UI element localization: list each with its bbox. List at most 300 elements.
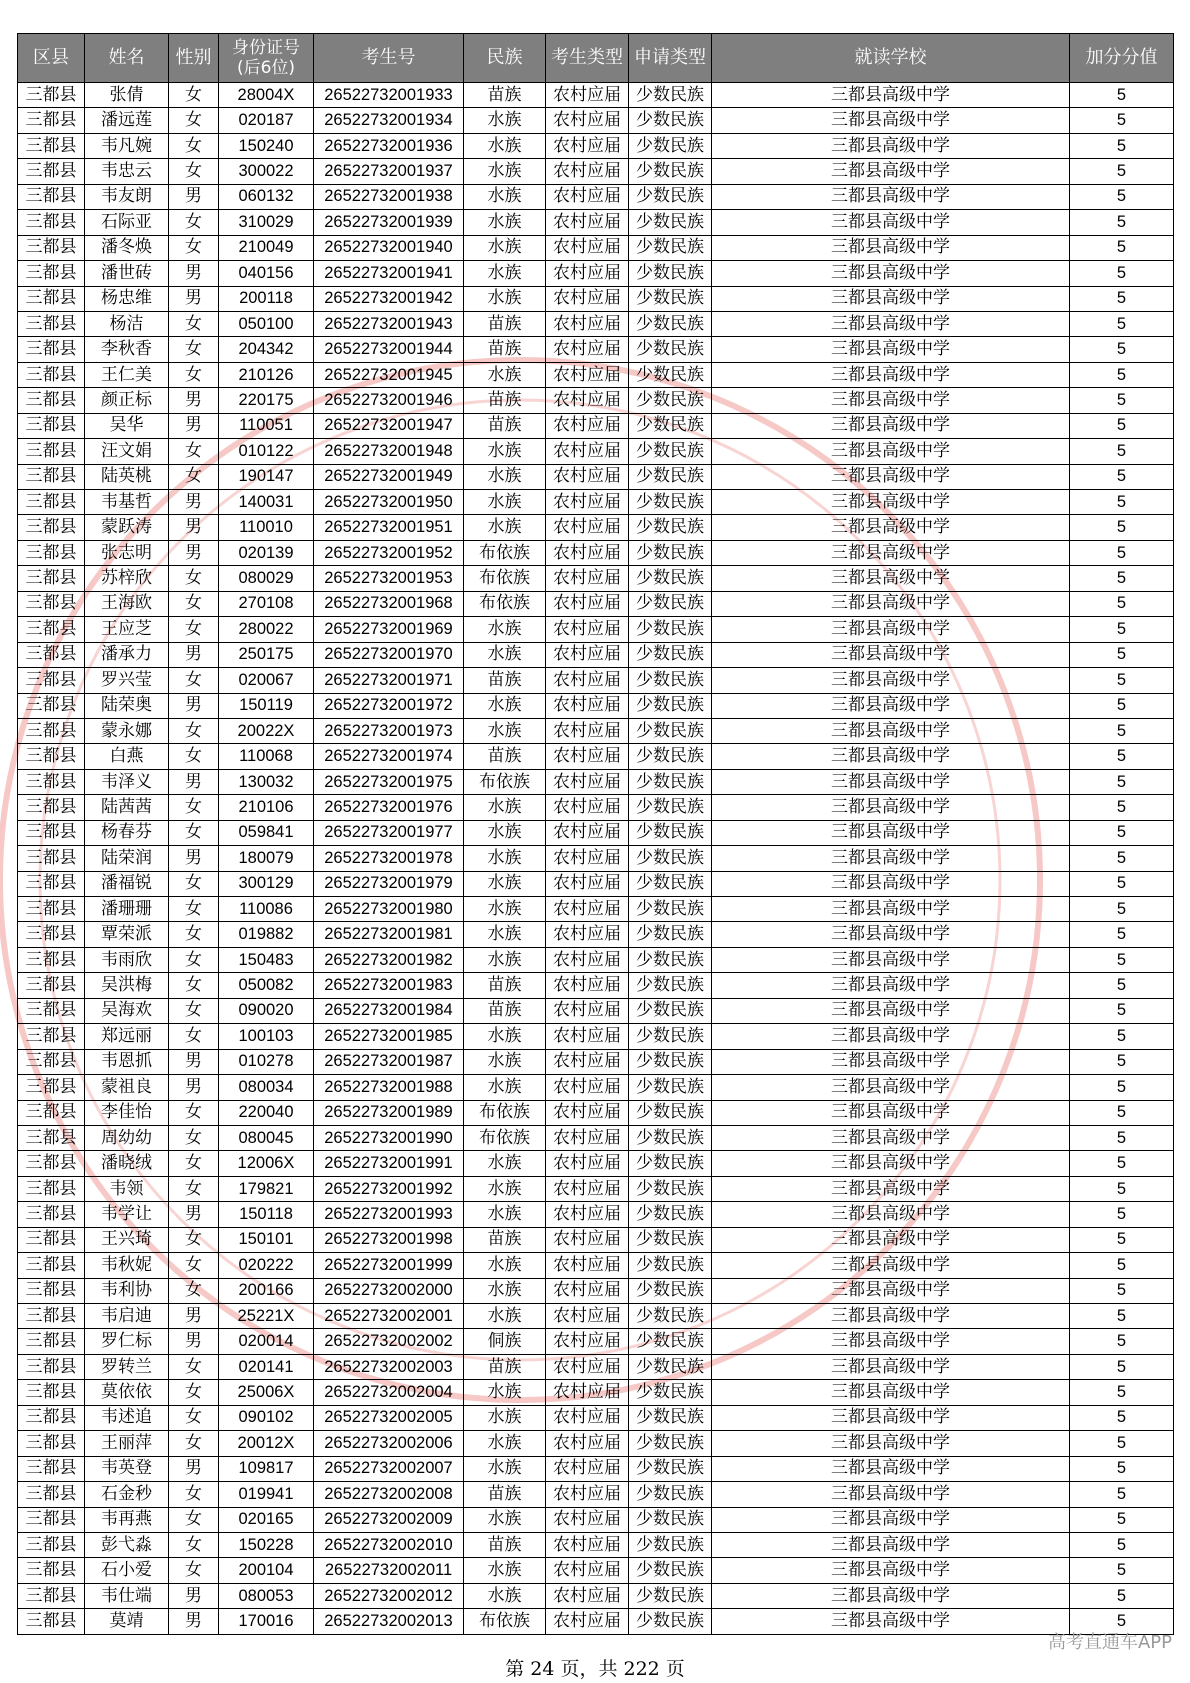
cell-ethnicity: 水族 bbox=[464, 210, 546, 235]
cell-ethnicity: 水族 bbox=[464, 1253, 546, 1278]
cell-exam-number: 26522732001942 bbox=[314, 286, 464, 311]
cell-gender: 男 bbox=[169, 1329, 219, 1354]
cell-application-type: 少数民族 bbox=[629, 846, 712, 871]
cell-exam-number: 26522732001943 bbox=[314, 311, 464, 336]
header-candidate-type: 考生类型 bbox=[546, 34, 629, 83]
cell-candidate-type: 农村应届 bbox=[546, 1380, 629, 1405]
table-row bbox=[18, 693, 1174, 718]
cell-gender: 女 bbox=[169, 1405, 219, 1430]
cell-candidate-type: 农村应届 bbox=[546, 718, 629, 743]
cell-district: 三都县 bbox=[18, 1583, 85, 1608]
cell-id-suffix: 020187 bbox=[219, 108, 314, 133]
cell-candidate-type: 农村应届 bbox=[546, 235, 629, 260]
cell-id-suffix: 019882 bbox=[219, 922, 314, 947]
cell-id-suffix: 090020 bbox=[219, 998, 314, 1023]
cell-application-type: 少数民族 bbox=[629, 617, 712, 642]
table-row bbox=[18, 1532, 1174, 1557]
cell-name: 潘世砖 bbox=[85, 261, 169, 286]
cell-gender: 女 bbox=[169, 464, 219, 489]
cell-candidate-type: 农村应届 bbox=[546, 1075, 629, 1100]
table-row bbox=[18, 540, 1174, 565]
cell-gender: 女 bbox=[169, 617, 219, 642]
cell-application-type: 少数民族 bbox=[629, 1354, 712, 1379]
cell-district: 三都县 bbox=[18, 642, 85, 667]
cell-district: 三都县 bbox=[18, 1507, 85, 1532]
cell-candidate-type: 农村应届 bbox=[546, 795, 629, 820]
cell-school: 三都县高级中学 bbox=[712, 337, 1070, 362]
cell-name: 覃荣派 bbox=[85, 922, 169, 947]
cell-gender: 女 bbox=[169, 1100, 219, 1125]
cell-ethnicity: 苗族 bbox=[464, 337, 546, 362]
cell-school: 三都县高级中学 bbox=[712, 362, 1070, 387]
cell-application-type: 少数民族 bbox=[629, 108, 712, 133]
cell-bonus-points: 5 bbox=[1070, 1253, 1174, 1278]
cell-name: 韦凡婉 bbox=[85, 133, 169, 158]
cell-bonus-points: 5 bbox=[1070, 1151, 1174, 1176]
cell-id-suffix: 110051 bbox=[219, 413, 314, 438]
cell-application-type: 少数民族 bbox=[629, 1024, 712, 1049]
header-exam-number: 考生号 bbox=[314, 34, 464, 83]
table-row bbox=[18, 1253, 1174, 1278]
header-gender: 性别 bbox=[169, 34, 219, 83]
cell-gender: 男 bbox=[169, 1609, 219, 1634]
cell-id-suffix: 300022 bbox=[219, 159, 314, 184]
cell-gender: 女 bbox=[169, 871, 219, 896]
cell-school: 三都县高级中学 bbox=[712, 998, 1070, 1023]
cell-district: 三都县 bbox=[18, 897, 85, 922]
cell-bonus-points: 5 bbox=[1070, 337, 1174, 362]
cell-exam-number: 26522732001944 bbox=[314, 337, 464, 362]
cell-school: 三都县高级中学 bbox=[712, 286, 1070, 311]
cell-id-suffix: 150119 bbox=[219, 693, 314, 718]
cell-name: 蒙永娜 bbox=[85, 718, 169, 743]
cell-id-suffix: 050100 bbox=[219, 311, 314, 336]
cell-district: 三都县 bbox=[18, 1405, 85, 1430]
cell-gender: 男 bbox=[169, 261, 219, 286]
cell-ethnicity: 水族 bbox=[464, 642, 546, 667]
cell-candidate-type: 农村应届 bbox=[546, 820, 629, 845]
cell-district: 三都县 bbox=[18, 998, 85, 1023]
cell-district: 三都县 bbox=[18, 159, 85, 184]
cell-exam-number: 26522732002012 bbox=[314, 1583, 464, 1608]
cell-exam-number: 26522732002002 bbox=[314, 1329, 464, 1354]
cell-application-type: 少数民族 bbox=[629, 490, 712, 515]
cell-id-suffix: 28004X bbox=[219, 83, 314, 108]
table-row bbox=[18, 642, 1174, 667]
cell-id-suffix: 080029 bbox=[219, 566, 314, 591]
cell-district: 三都县 bbox=[18, 1354, 85, 1379]
table-row bbox=[18, 1405, 1174, 1430]
cell-id-suffix: 280022 bbox=[219, 617, 314, 642]
cell-id-suffix: 210106 bbox=[219, 795, 314, 820]
cell-bonus-points: 5 bbox=[1070, 1125, 1174, 1150]
cell-bonus-points: 5 bbox=[1070, 388, 1174, 413]
cell-school: 三都县高级中学 bbox=[712, 261, 1070, 286]
cell-application-type: 少数民族 bbox=[629, 133, 712, 158]
cell-id-suffix: 25221X bbox=[219, 1304, 314, 1329]
cell-gender: 女 bbox=[169, 998, 219, 1023]
cell-ethnicity: 水族 bbox=[464, 159, 546, 184]
cell-name: 韦述追 bbox=[85, 1405, 169, 1430]
cell-exam-number: 26522732001999 bbox=[314, 1253, 464, 1278]
cell-bonus-points: 5 bbox=[1070, 566, 1174, 591]
cell-district: 三都县 bbox=[18, 235, 85, 260]
cell-ethnicity: 水族 bbox=[464, 1075, 546, 1100]
cell-bonus-points: 5 bbox=[1070, 617, 1174, 642]
cell-district: 三都县 bbox=[18, 693, 85, 718]
cell-application-type: 少数民族 bbox=[629, 1431, 712, 1456]
cell-application-type: 少数民族 bbox=[629, 998, 712, 1023]
cell-name: 陆荣润 bbox=[85, 846, 169, 871]
cell-ethnicity: 苗族 bbox=[464, 1482, 546, 1507]
cell-id-suffix: 019941 bbox=[219, 1482, 314, 1507]
cell-ethnicity: 水族 bbox=[464, 286, 546, 311]
cell-school: 三都县高级中学 bbox=[712, 388, 1070, 413]
table-row bbox=[18, 1024, 1174, 1049]
cell-bonus-points: 5 bbox=[1070, 1329, 1174, 1354]
cell-id-suffix: 050082 bbox=[219, 973, 314, 998]
cell-district: 三都县 bbox=[18, 362, 85, 387]
cell-application-type: 少数民族 bbox=[629, 1304, 712, 1329]
cell-application-type: 少数民族 bbox=[629, 1151, 712, 1176]
cell-application-type: 少数民族 bbox=[629, 159, 712, 184]
cell-name: 李秋香 bbox=[85, 337, 169, 362]
table-row bbox=[18, 235, 1174, 260]
cell-exam-number: 26522732001975 bbox=[314, 769, 464, 794]
cell-bonus-points: 5 bbox=[1070, 362, 1174, 387]
cell-id-suffix: 25006X bbox=[219, 1380, 314, 1405]
cell-application-type: 少数民族 bbox=[629, 515, 712, 540]
cell-school: 三都县高级中学 bbox=[712, 210, 1070, 235]
cell-district: 三都县 bbox=[18, 83, 85, 108]
cell-gender: 女 bbox=[169, 668, 219, 693]
cell-bonus-points: 5 bbox=[1070, 642, 1174, 667]
cell-district: 三都县 bbox=[18, 1532, 85, 1557]
cell-name: 颜正标 bbox=[85, 388, 169, 413]
cell-district: 三都县 bbox=[18, 439, 85, 464]
cell-name: 郑远丽 bbox=[85, 1024, 169, 1049]
cell-school: 三都县高级中学 bbox=[712, 1532, 1070, 1557]
cell-bonus-points: 5 bbox=[1070, 159, 1174, 184]
cell-bonus-points: 5 bbox=[1070, 1431, 1174, 1456]
cell-name: 韦忠云 bbox=[85, 159, 169, 184]
cell-candidate-type: 农村应届 bbox=[546, 1049, 629, 1074]
cell-application-type: 少数民族 bbox=[629, 1609, 712, 1634]
cell-bonus-points: 5 bbox=[1070, 820, 1174, 845]
cell-application-type: 少数民族 bbox=[629, 1278, 712, 1303]
cell-exam-number: 26522732001990 bbox=[314, 1125, 464, 1150]
cell-candidate-type: 农村应届 bbox=[546, 769, 629, 794]
cell-ethnicity: 苗族 bbox=[464, 388, 546, 413]
cell-ethnicity: 布依族 bbox=[464, 1100, 546, 1125]
cell-exam-number: 26522732001978 bbox=[314, 846, 464, 871]
cell-exam-number: 26522732001973 bbox=[314, 718, 464, 743]
cell-bonus-points: 5 bbox=[1070, 1176, 1174, 1201]
cell-exam-number: 26522732001972 bbox=[314, 693, 464, 718]
cell-exam-number: 26522732001982 bbox=[314, 947, 464, 972]
table-row bbox=[18, 1304, 1174, 1329]
cell-district: 三都县 bbox=[18, 490, 85, 515]
cell-candidate-type: 农村应届 bbox=[546, 210, 629, 235]
cell-gender: 女 bbox=[169, 159, 219, 184]
cell-candidate-type: 农村应届 bbox=[546, 998, 629, 1023]
cell-ethnicity: 水族 bbox=[464, 1024, 546, 1049]
cell-name: 张志明 bbox=[85, 540, 169, 565]
cell-gender: 男 bbox=[169, 1583, 219, 1608]
table-row bbox=[18, 337, 1174, 362]
cell-exam-number: 26522732001977 bbox=[314, 820, 464, 845]
table-row bbox=[18, 795, 1174, 820]
page-number-footer: 第 24 页，共 222 页 bbox=[505, 1658, 685, 1680]
header-id-number-line1: 身份证号 bbox=[232, 38, 300, 58]
cell-name: 韦利协 bbox=[85, 1278, 169, 1303]
cell-school: 三都县高级中学 bbox=[712, 540, 1070, 565]
cell-id-suffix: 110010 bbox=[219, 515, 314, 540]
cell-exam-number: 26522732002003 bbox=[314, 1354, 464, 1379]
cell-id-suffix: 109817 bbox=[219, 1456, 314, 1481]
cell-school: 三都县高级中学 bbox=[712, 1075, 1070, 1100]
cell-candidate-type: 农村应届 bbox=[546, 1227, 629, 1252]
cell-bonus-points: 5 bbox=[1070, 718, 1174, 743]
cell-candidate-type: 农村应届 bbox=[546, 617, 629, 642]
cell-school: 三都县高级中学 bbox=[712, 1431, 1070, 1456]
cell-name: 彭弋淼 bbox=[85, 1532, 169, 1557]
cell-bonus-points: 5 bbox=[1070, 1482, 1174, 1507]
table-row bbox=[18, 1354, 1174, 1379]
cell-school: 三都县高级中学 bbox=[712, 1125, 1070, 1150]
cell-school: 三都县高级中学 bbox=[712, 1024, 1070, 1049]
table-row bbox=[18, 210, 1174, 235]
cell-district: 三都县 bbox=[18, 846, 85, 871]
cell-candidate-type: 农村应届 bbox=[546, 413, 629, 438]
cell-school: 三都县高级中学 bbox=[712, 1278, 1070, 1303]
cell-gender: 女 bbox=[169, 1507, 219, 1532]
cell-name: 王海欧 bbox=[85, 591, 169, 616]
cell-id-suffix: 110086 bbox=[219, 897, 314, 922]
cell-ethnicity: 水族 bbox=[464, 1456, 546, 1481]
cell-application-type: 少数民族 bbox=[629, 1583, 712, 1608]
cell-ethnicity: 水族 bbox=[464, 846, 546, 871]
cell-candidate-type: 农村应届 bbox=[546, 108, 629, 133]
cell-exam-number: 26522732001953 bbox=[314, 566, 464, 591]
cell-school: 三都县高级中学 bbox=[712, 769, 1070, 794]
cell-bonus-points: 5 bbox=[1070, 1558, 1174, 1583]
cell-district: 三都县 bbox=[18, 617, 85, 642]
cell-exam-number: 26522732001945 bbox=[314, 362, 464, 387]
cell-gender: 女 bbox=[169, 718, 219, 743]
cell-gender: 男 bbox=[169, 769, 219, 794]
table-row bbox=[18, 311, 1174, 336]
table-row bbox=[18, 1176, 1174, 1201]
cell-school: 三都县高级中学 bbox=[712, 1329, 1070, 1354]
cell-candidate-type: 农村应届 bbox=[546, 1151, 629, 1176]
cell-ethnicity: 苗族 bbox=[464, 1354, 546, 1379]
cell-bonus-points: 5 bbox=[1070, 1405, 1174, 1430]
cell-gender: 女 bbox=[169, 820, 219, 845]
cell-name: 潘承力 bbox=[85, 642, 169, 667]
cell-exam-number: 26522732001948 bbox=[314, 439, 464, 464]
table-row bbox=[18, 1482, 1174, 1507]
table-row bbox=[18, 108, 1174, 133]
cell-application-type: 少数民族 bbox=[629, 337, 712, 362]
cell-gender: 女 bbox=[169, 210, 219, 235]
cell-name: 石金秒 bbox=[85, 1482, 169, 1507]
cell-exam-number: 26522732001983 bbox=[314, 973, 464, 998]
cell-district: 三都县 bbox=[18, 1075, 85, 1100]
cell-id-suffix: 080034 bbox=[219, 1075, 314, 1100]
cell-bonus-points: 5 bbox=[1070, 1380, 1174, 1405]
cell-application-type: 少数民族 bbox=[629, 871, 712, 896]
cell-district: 三都县 bbox=[18, 1304, 85, 1329]
cell-ethnicity: 水族 bbox=[464, 1151, 546, 1176]
cell-candidate-type: 农村应届 bbox=[546, 1583, 629, 1608]
cell-application-type: 少数民族 bbox=[629, 1456, 712, 1481]
cell-ethnicity: 布依族 bbox=[464, 1609, 546, 1634]
cell-id-suffix: 020139 bbox=[219, 540, 314, 565]
table-row bbox=[18, 515, 1174, 540]
cell-name: 李佳怡 bbox=[85, 1100, 169, 1125]
cell-bonus-points: 5 bbox=[1070, 1202, 1174, 1227]
cell-candidate-type: 农村应届 bbox=[546, 1125, 629, 1150]
cell-bonus-points: 5 bbox=[1070, 413, 1174, 438]
cell-application-type: 少数民族 bbox=[629, 1227, 712, 1252]
cell-candidate-type: 农村应届 bbox=[546, 286, 629, 311]
cell-exam-number: 26522732002008 bbox=[314, 1482, 464, 1507]
cell-district: 三都县 bbox=[18, 337, 85, 362]
cell-application-type: 少数民族 bbox=[629, 286, 712, 311]
cell-application-type: 少数民族 bbox=[629, 1405, 712, 1430]
cell-application-type: 少数民族 bbox=[629, 235, 712, 260]
cell-district: 三都县 bbox=[18, 286, 85, 311]
cell-school: 三都县高级中学 bbox=[712, 413, 1070, 438]
cell-id-suffix: 220175 bbox=[219, 388, 314, 413]
cell-gender: 女 bbox=[169, 897, 219, 922]
cell-bonus-points: 5 bbox=[1070, 846, 1174, 871]
cell-bonus-points: 5 bbox=[1070, 1532, 1174, 1557]
cell-id-suffix: 110068 bbox=[219, 744, 314, 769]
cell-exam-number: 26522732002001 bbox=[314, 1304, 464, 1329]
cell-id-suffix: 210049 bbox=[219, 235, 314, 260]
header-id-number bbox=[219, 34, 314, 83]
cell-school: 三都县高级中学 bbox=[712, 1202, 1070, 1227]
cell-bonus-points: 5 bbox=[1070, 1354, 1174, 1379]
cell-id-suffix: 150101 bbox=[219, 1227, 314, 1252]
cell-id-suffix: 20022X bbox=[219, 718, 314, 743]
cell-candidate-type: 农村应届 bbox=[546, 591, 629, 616]
cell-candidate-type: 农村应届 bbox=[546, 744, 629, 769]
cell-application-type: 少数民族 bbox=[629, 1558, 712, 1583]
cell-district: 三都县 bbox=[18, 871, 85, 896]
table-row bbox=[18, 388, 1174, 413]
cell-ethnicity: 水族 bbox=[464, 1202, 546, 1227]
cell-school: 三都县高级中学 bbox=[712, 1049, 1070, 1074]
cell-exam-number: 26522732001993 bbox=[314, 1202, 464, 1227]
table-row bbox=[18, 439, 1174, 464]
cell-exam-number: 26522732001947 bbox=[314, 413, 464, 438]
cell-district: 三都县 bbox=[18, 1456, 85, 1481]
cell-id-suffix: 204342 bbox=[219, 337, 314, 362]
cell-gender: 女 bbox=[169, 337, 219, 362]
cell-candidate-type: 农村应届 bbox=[546, 1176, 629, 1201]
cell-exam-number: 26522732001949 bbox=[314, 464, 464, 489]
table-row bbox=[18, 1380, 1174, 1405]
cell-school: 三都县高级中学 bbox=[712, 1380, 1070, 1405]
cell-candidate-type: 农村应届 bbox=[546, 388, 629, 413]
cell-gender: 女 bbox=[169, 1558, 219, 1583]
table-row bbox=[18, 591, 1174, 616]
cell-candidate-type: 农村应届 bbox=[546, 133, 629, 158]
cell-school: 三都县高级中学 bbox=[712, 922, 1070, 947]
cell-school: 三都县高级中学 bbox=[712, 1507, 1070, 1532]
cell-gender: 女 bbox=[169, 795, 219, 820]
cell-id-suffix: 059841 bbox=[219, 820, 314, 845]
table-row bbox=[18, 1100, 1174, 1125]
cell-candidate-type: 农村应届 bbox=[546, 464, 629, 489]
table-row bbox=[18, 362, 1174, 387]
cell-candidate-type: 农村应届 bbox=[546, 1202, 629, 1227]
cell-bonus-points: 5 bbox=[1070, 235, 1174, 260]
cell-ethnicity: 水族 bbox=[464, 617, 546, 642]
cell-school: 三都县高级中学 bbox=[712, 184, 1070, 209]
cell-name: 蒙跃涛 bbox=[85, 515, 169, 540]
cell-application-type: 少数民族 bbox=[629, 1202, 712, 1227]
cell-id-suffix: 010122 bbox=[219, 439, 314, 464]
cell-ethnicity: 水族 bbox=[464, 897, 546, 922]
cell-bonus-points: 5 bbox=[1070, 693, 1174, 718]
cell-name: 韦恩抓 bbox=[85, 1049, 169, 1074]
cell-district: 三都县 bbox=[18, 1558, 85, 1583]
cell-school: 三都县高级中学 bbox=[712, 1176, 1070, 1201]
table-row bbox=[18, 1609, 1174, 1634]
cell-ethnicity: 苗族 bbox=[464, 413, 546, 438]
cell-ethnicity: 水族 bbox=[464, 693, 546, 718]
cell-bonus-points: 5 bbox=[1070, 540, 1174, 565]
cell-name: 韦仕端 bbox=[85, 1583, 169, 1608]
cell-application-type: 少数民族 bbox=[629, 388, 712, 413]
cell-bonus-points: 5 bbox=[1070, 1456, 1174, 1481]
cell-district: 三都县 bbox=[18, 210, 85, 235]
cell-candidate-type: 农村应届 bbox=[546, 947, 629, 972]
cell-school: 三都县高级中学 bbox=[712, 83, 1070, 108]
cell-candidate-type: 农村应届 bbox=[546, 1304, 629, 1329]
cell-ethnicity: 水族 bbox=[464, 1431, 546, 1456]
cell-district: 三都县 bbox=[18, 718, 85, 743]
cell-id-suffix: 190147 bbox=[219, 464, 314, 489]
cell-id-suffix: 080045 bbox=[219, 1125, 314, 1150]
cell-id-suffix: 200118 bbox=[219, 286, 314, 311]
cell-name: 潘珊珊 bbox=[85, 897, 169, 922]
bonus-points-table bbox=[17, 33, 1174, 1635]
cell-school: 三都县高级中学 bbox=[712, 591, 1070, 616]
cell-application-type: 少数民族 bbox=[629, 947, 712, 972]
cell-ethnicity: 侗族 bbox=[464, 1329, 546, 1354]
cell-id-suffix: 200104 bbox=[219, 1558, 314, 1583]
cell-id-suffix: 020222 bbox=[219, 1253, 314, 1278]
cell-ethnicity: 水族 bbox=[464, 1405, 546, 1430]
cell-exam-number: 26522732001974 bbox=[314, 744, 464, 769]
cell-gender: 男 bbox=[169, 693, 219, 718]
cell-id-suffix: 310029 bbox=[219, 210, 314, 235]
table-row bbox=[18, 973, 1174, 998]
cell-school: 三都县高级中学 bbox=[712, 1583, 1070, 1608]
cell-gender: 女 bbox=[169, 1227, 219, 1252]
cell-school: 三都县高级中学 bbox=[712, 795, 1070, 820]
cell-school: 三都县高级中学 bbox=[712, 235, 1070, 260]
cell-district: 三都县 bbox=[18, 515, 85, 540]
cell-exam-number: 26522732002011 bbox=[314, 1558, 464, 1583]
cell-gender: 女 bbox=[169, 1151, 219, 1176]
cell-gender: 女 bbox=[169, 947, 219, 972]
